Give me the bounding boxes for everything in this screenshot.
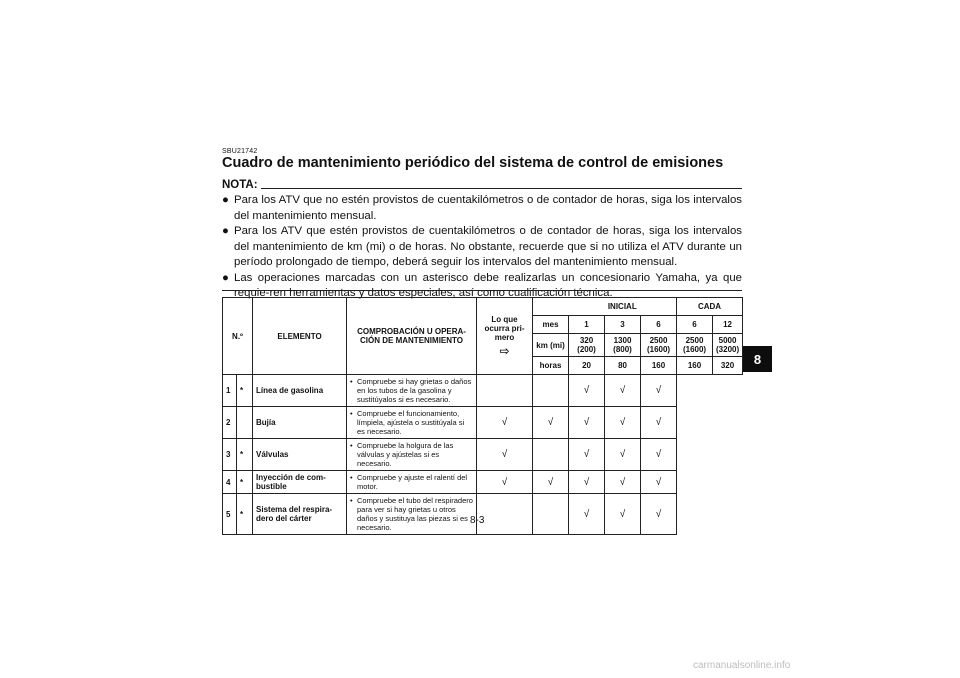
row-asterisk: * xyxy=(237,471,253,494)
bullet-icon: • xyxy=(350,473,353,482)
check-mark: √ xyxy=(569,471,605,494)
interval-value: 320 xyxy=(713,357,743,375)
check-mark xyxy=(533,439,569,471)
check-mark: √ xyxy=(533,471,569,494)
row-number: 3 xyxy=(223,439,237,471)
header-first-label: Lo que ocurra pri-mero xyxy=(484,314,525,342)
row-check xyxy=(347,407,477,439)
interval-value: 3 xyxy=(605,316,641,334)
row-element: Bujía xyxy=(253,407,347,439)
interval-value: 80 xyxy=(605,357,641,375)
maintenance-table xyxy=(222,297,743,535)
bullet-icon: ● xyxy=(222,225,229,237)
check-mark: √ xyxy=(569,439,605,471)
check-mark: √ xyxy=(569,375,605,407)
row-number: 4 xyxy=(223,471,237,494)
check-mark xyxy=(533,375,569,407)
check-mark: √ xyxy=(605,471,641,494)
row-number: 5 xyxy=(223,494,237,535)
interval-value: 2500 (1600) xyxy=(641,334,677,357)
interval-value: 1 xyxy=(569,316,605,334)
row-asterisk: * xyxy=(237,375,253,407)
check-mark xyxy=(477,375,533,407)
row-asterisk: * xyxy=(237,439,253,471)
header-first xyxy=(477,298,533,375)
row-asterisk xyxy=(237,407,253,439)
table-row xyxy=(223,471,743,494)
note-text: Para los ATV que no estén provistos de cuentakilómetros o de contador de horas, siga los intervalos del mantenimiento mensual. xyxy=(234,194,742,222)
page-title: Cuadro de mantenimiento periódico del sistema de control de emisiones xyxy=(222,155,724,171)
page-number: 8-3 xyxy=(470,515,485,526)
arrow-right-icon: ⇨ xyxy=(499,343,510,358)
note-divider xyxy=(261,188,742,189)
row-element: Inyección de com-bustible xyxy=(253,471,347,494)
check-mark: √ xyxy=(605,494,641,535)
interval-unit: km (mi) xyxy=(533,334,569,357)
header-check: COMPROBACIÓN U OPERA-CIÓN DE MANTENIMIENTO xyxy=(347,298,477,375)
note-item xyxy=(222,224,742,271)
watermark: carmanualsonline.info xyxy=(693,660,791,671)
interval-unit: horas xyxy=(533,357,569,375)
row-check-text: Compruebe si hay grietas o daños en los tubos de la gasolina y sustitúyalos si es necesario. xyxy=(357,377,472,404)
note-text: Las operaciones marcadas con un asterisco debe realizarlas un concesionario Yamaha, ya que requie-ren herramientas y datos especiales, así como cualificación técnica. xyxy=(234,271,742,299)
row-check-text: Compruebe el funcionamiento, límpiela, ajústela o sustitúyala si es necesario. xyxy=(357,409,465,436)
interval-value: 20 xyxy=(569,357,605,375)
header-row xyxy=(223,298,743,316)
interval-value: 12 xyxy=(713,316,743,334)
bullet-icon: • xyxy=(350,441,353,450)
row-check-text: Compruebe y ajuste el ralentí del motor. xyxy=(357,473,468,491)
table-row xyxy=(223,375,743,407)
check-mark: √ xyxy=(605,407,641,439)
row-element: Válvulas xyxy=(253,439,347,471)
interval-value: 1300 (800) xyxy=(605,334,641,357)
interval-value: 160 xyxy=(641,357,677,375)
document-code: SBU21742 xyxy=(222,148,258,155)
check-mark: √ xyxy=(569,407,605,439)
interval-value: 2500 (1600) xyxy=(677,334,713,357)
check-mark: √ xyxy=(477,407,533,439)
row-element: Sistema del respira-dero del cárter xyxy=(253,494,347,535)
bullet-icon: ● xyxy=(222,271,229,284)
row-check xyxy=(347,375,477,407)
note-item xyxy=(222,193,742,224)
check-mark xyxy=(477,494,533,535)
row-check-text: Compruebe la holgura de las válvulas y ajústelas si es necesario. xyxy=(357,441,454,468)
check-mark: √ xyxy=(533,407,569,439)
check-mark: √ xyxy=(641,494,677,535)
chapter-tab: 8 xyxy=(743,346,772,372)
row-element: Línea de gasolina xyxy=(253,375,347,407)
interval-value: 320 (200) xyxy=(569,334,605,357)
table-row xyxy=(223,439,743,471)
check-mark: √ xyxy=(641,439,677,471)
check-mark: √ xyxy=(605,439,641,471)
check-mark: √ xyxy=(569,494,605,535)
note-label: NOTA: xyxy=(222,179,258,191)
note-header xyxy=(222,179,742,191)
bullet-icon: • xyxy=(350,496,353,505)
table-row xyxy=(223,494,743,535)
check-mark: √ xyxy=(641,375,677,407)
check-mark: √ xyxy=(641,471,677,494)
header-initial: INICIAL xyxy=(569,298,677,316)
section-divider xyxy=(222,290,742,291)
header-num: N.º xyxy=(223,298,253,375)
check-mark: √ xyxy=(477,471,533,494)
note-text: Para los ATV que estén provistos de cuentakilómetros o de contador de horas, siga los intervalos del mantenimiento de km (mi) o de horas. No obstante, recuerde que si no utiliza el ATV durante un período prolongado de tiempo, deberá seguir los intervalos del mantenimiento mensual. xyxy=(234,225,742,268)
row-check xyxy=(347,494,477,535)
interval-value: 160 xyxy=(677,357,713,375)
row-check xyxy=(347,471,477,494)
bullet-icon: • xyxy=(350,377,353,386)
interval-unit: mes xyxy=(533,316,569,334)
header-every: CADA xyxy=(677,298,743,316)
interval-value: 6 xyxy=(641,316,677,334)
row-check-text: Compruebe el tubo del respiradero para ver si hay grietas u otros daños y sustituya las piezas si es necesario. xyxy=(357,496,473,532)
row-asterisk: * xyxy=(237,494,253,535)
check-mark: √ xyxy=(641,407,677,439)
interval-value: 5000 (3200) xyxy=(713,334,743,357)
note-list xyxy=(222,193,742,302)
header-blank xyxy=(533,298,569,316)
row-number: 2 xyxy=(223,407,237,439)
table-row xyxy=(223,407,743,439)
row-check xyxy=(347,439,477,471)
header-element: ELEMENTO xyxy=(253,298,347,375)
check-mark xyxy=(533,494,569,535)
check-mark: √ xyxy=(477,439,533,471)
bullet-icon: • xyxy=(350,409,353,418)
check-mark: √ xyxy=(605,375,641,407)
row-number: 1 xyxy=(223,375,237,407)
interval-value: 6 xyxy=(677,316,713,334)
bullet-icon: ● xyxy=(222,194,229,206)
